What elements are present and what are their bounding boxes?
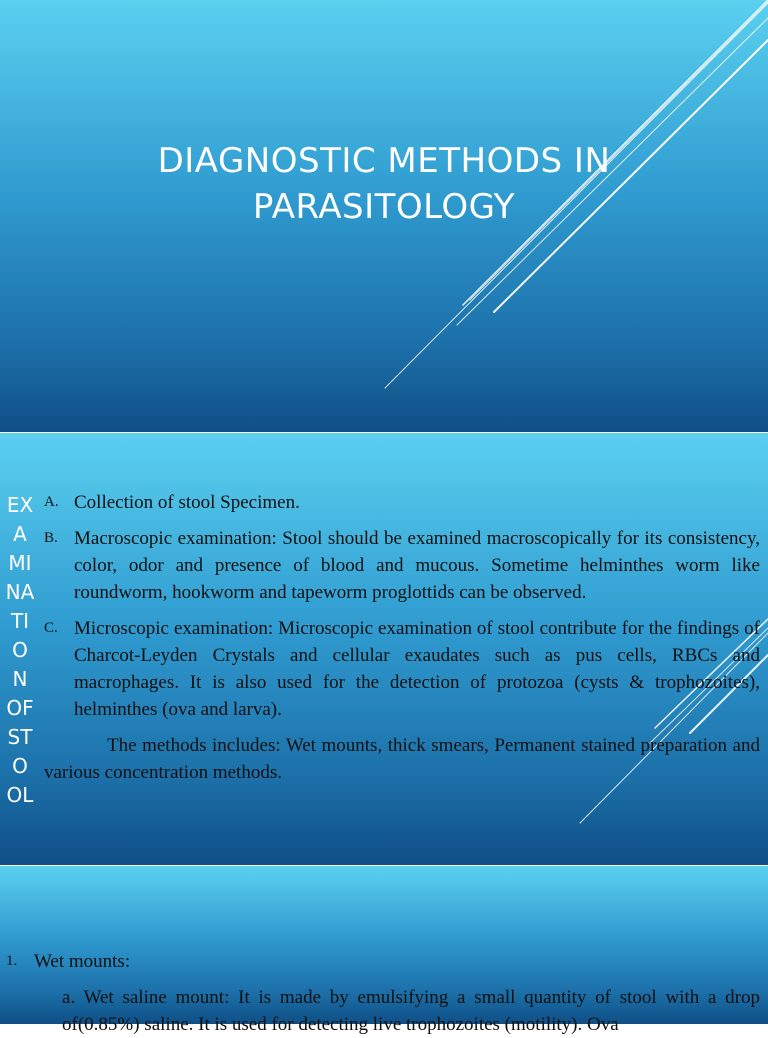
list-item	[44, 525, 760, 606]
list-item-text: Macroscopic examination: Stool should be examined macroscopically for its consistency, color, odor and presence of blood and mucous. Sometime helminthes worm like roundworm, hookworm and tapeworm proglottids can be observed.	[74, 528, 760, 603]
list-item-text: Microscopic examination: Microscopic examination of stool contribute for the findings of Charcot-Leyden Crystals and cellular exaudates such as pus cells, RBCs and macrophages. It is also used for the detection of protozoa (cysts & trophozoites), helminthes (ova and larva).	[74, 618, 760, 720]
list-marker: B.	[44, 530, 58, 546]
list-item	[6, 948, 760, 975]
slide-title: DIAGNOSTIC METHODS IN PARASITOLOGY	[157, 141, 611, 227]
examination-slide	[0, 433, 768, 866]
wet-mounts-slide	[0, 866, 768, 1035]
examination-list	[44, 489, 760, 786]
methods-paragraph: The methods includes: Wet mounts, thick smears, Permanent stained preparation and various concentration methods.	[44, 735, 760, 783]
wet-saline-paragraph: a. Wet saline mount: It is made by emulsifying a small quantity of stool with a drop of(0.85%) saline. It is used for detecting live trophozoites (motility). Ova	[62, 987, 760, 1035]
list-marker: C.	[44, 620, 58, 636]
wet-mounts-list	[6, 948, 760, 1038]
list-item-label: Wet mounts:	[34, 951, 131, 972]
list-item	[44, 489, 760, 516]
vertical-section-title: EXA MI NA TI O N OF ST O OL	[5, 493, 35, 807]
list-item	[44, 615, 760, 723]
list-item-text: Collection of stool Specimen.	[74, 492, 300, 513]
list-marker: A.	[44, 494, 59, 510]
list-marker: 1.	[6, 953, 18, 969]
title-slide	[0, 0, 768, 433]
